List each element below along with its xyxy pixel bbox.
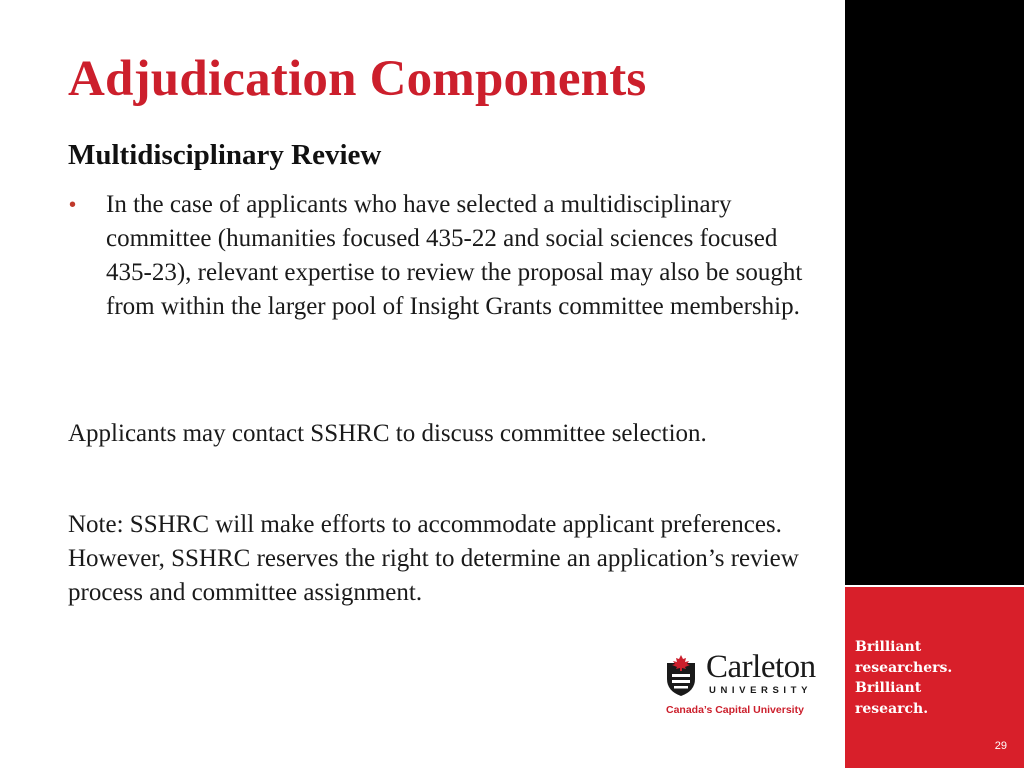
bullet-text: In the case of applicants who have selected a multidisciplinary committee (humanities focused 435-22 and social sciences focused 435-23), relevant expertise to review the proposal may also be sought from within the larger pool of Insight Grants committee membership. — [106, 191, 803, 320]
note-paragraph: Note: SSHRC will make efforts to accommodate applicant preferences. However, SSHRC reserves the right to determine an application’s review process and committee assignment. — [68, 511, 799, 606]
bullet-marker: • — [69, 194, 77, 216]
logo-tagline: Canada’s Capital University — [666, 704, 804, 716]
sidebar-black-panel — [845, 0, 1024, 585]
bullet-item — [68, 188, 828, 324]
brand-tagline — [855, 637, 952, 719]
tagline-line: Brilliant — [855, 639, 922, 655]
tagline-line: research. — [855, 700, 929, 717]
carleton-shield-icon — [665, 655, 697, 697]
tagline-line: Brilliant — [855, 680, 922, 696]
logo-wordmark: Carleton — [706, 649, 816, 685]
page-number: 29 — [994, 740, 1007, 752]
carleton-logo — [665, 649, 830, 722]
slide-title: Adjudication Components — [68, 51, 647, 107]
contact-paragraph: Applicants may contact SSHRC to discuss committee selection. — [68, 420, 707, 447]
logo-university: UNIVERSITY — [709, 685, 813, 696]
section-subtitle: Multidisciplinary Review — [68, 139, 382, 171]
sidebar-red-panel — [845, 587, 1024, 768]
tagline-line: researchers. — [855, 659, 953, 676]
